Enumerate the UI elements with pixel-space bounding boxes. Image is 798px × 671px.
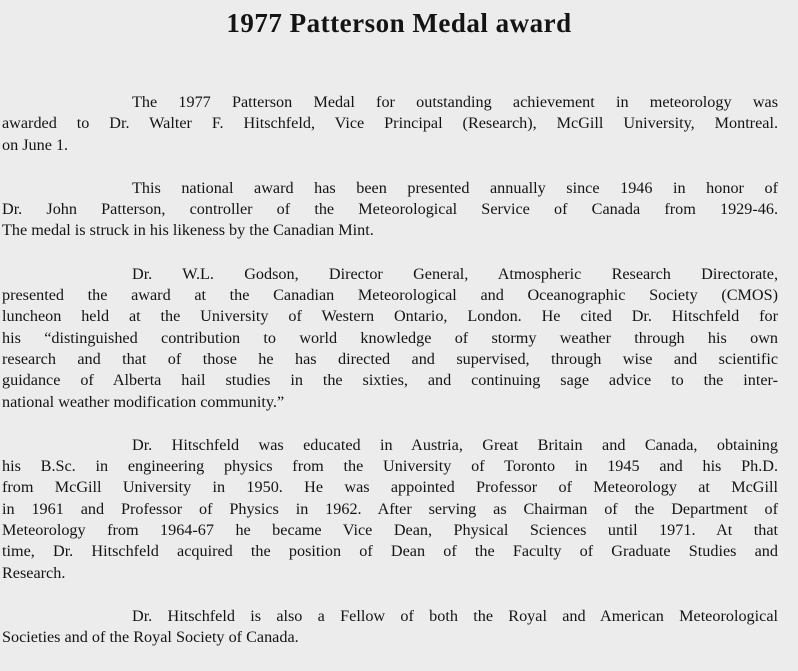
text-line: The medal is struck in his likeness by the Canadian Mint. <box>2 221 374 240</box>
text-line: presented the award at the Canadian Meteorological and Oceanographic Society (CMOS) <box>2 286 778 305</box>
text-line: Meteorology from 1964-67 he became Vice Dean, Physical Sciences until 1971. At that <box>2 521 778 540</box>
text-line: Societies and of the Royal Society of Canada. <box>2 628 299 647</box>
text-line: guidance of Alberta hail studies in the sixties, and continuing sage advice to the inter- <box>2 371 778 390</box>
paragraph-presentation-citation <box>2 264 778 413</box>
text-line: Dr. John Patterson, controller of the Meteorological Service of Canada from 1929-46. <box>2 200 778 219</box>
text-line: Dr. Hitschfeld was educated in Austria, Great Britain and Canada, obtaining <box>132 435 778 454</box>
text-line: time, Dr. Hitschfeld acquired the position of Dean of the Faculty of Graduate Studies and <box>2 542 778 561</box>
text-line: in 1961 and Professor of Physics in 1962. After serving as Chairman of the Department of <box>2 499 778 518</box>
page-title: 1977 Patterson Medal award <box>226 8 572 38</box>
paragraph-education-career <box>2 435 778 584</box>
paragraph-award-history <box>2 178 778 242</box>
text-line: Dr. Hitschfeld is also a Fellow of both the Royal and American Meteorological <box>132 606 778 625</box>
text-line: research and that of those he has directed and supervised, through wise and scientific <box>2 349 778 368</box>
text-line: The 1977 Patterson Medal for outstanding achievement in meteorology was <box>132 93 778 111</box>
text-line: from McGill University in 1950. He was appointed Professor of Meteorology at McGill <box>2 478 778 497</box>
text-line: on June 1. <box>2 135 69 154</box>
paragraph-award-announcement <box>2 92 778 156</box>
text-line: Research. <box>2 563 66 582</box>
text-line: awarded to Dr. Walter F. Hitschfeld, Vice Principal (Research), McGill University, Montreal. <box>2 114 778 133</box>
text-line: his “distinguished contribution to world knowledge of stormy weather through his own <box>2 328 778 347</box>
text-line: luncheon held at the University of Western Ontario, London. He cited Dr. Hitschfeld for <box>2 307 778 326</box>
text-line: his B.Sc. in engineering physics from the University of Toronto in 1945 and his Ph.D. <box>2 457 778 476</box>
article-body <box>2 92 778 671</box>
text-line: Dr. W.L. Godson, Director General, Atmospheric Research Directorate, <box>132 264 778 283</box>
text-line: national weather modification community.” <box>2 392 285 411</box>
paragraph-fellowships <box>2 606 778 649</box>
text-line: This national award has been presented annually since 1946 in honor of <box>132 178 778 197</box>
